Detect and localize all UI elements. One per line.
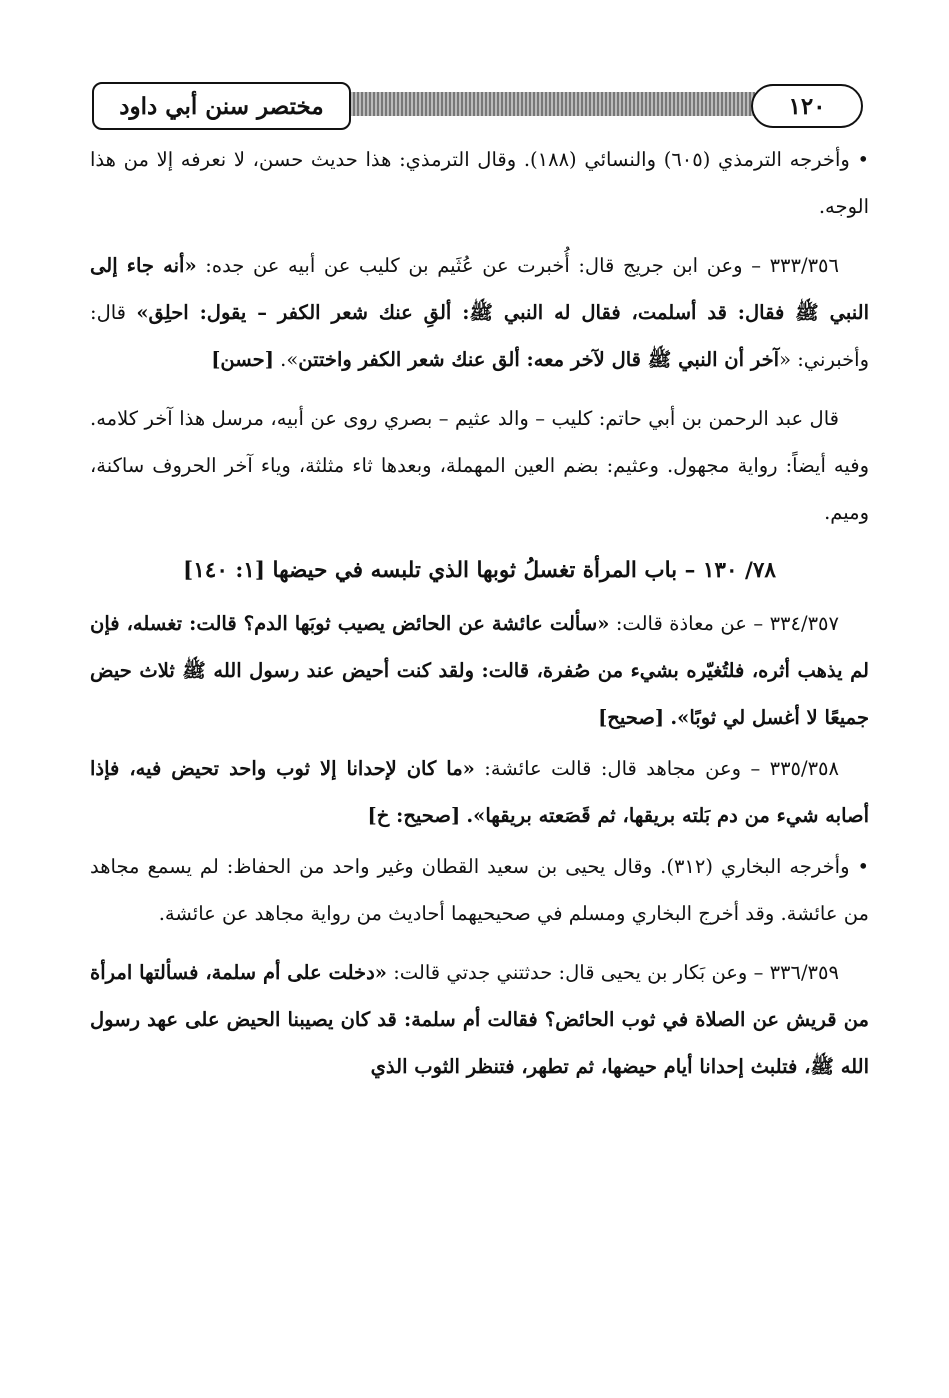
book-title: مختصر سنن أبي داود	[119, 92, 324, 120]
hadith-intro: عن معاذة قالت:	[615, 612, 747, 635]
page-number: ١٢٠	[788, 92, 826, 120]
hadith-356	[90, 242, 869, 383]
hadith-number: ٣٣٥/٣٥٨ –	[750, 757, 840, 780]
hadith-grade: [صحيح]	[598, 706, 665, 729]
hadith-intro: وعن مجاهد قال: قالت عائشة:	[484, 757, 742, 780]
hadith-358	[90, 745, 869, 839]
hadith-connector: قال: وأخبرني: «	[90, 301, 869, 371]
hadith-357	[90, 600, 869, 741]
hadith-grade: [صحيح: خ]	[367, 804, 461, 827]
hadith-number: ٣٣٤/٣٥٧ –	[753, 612, 839, 635]
hadith-text: «سألت عائشة عن الحائض يصيب ثوبَها الدم؟ قالت: تغسله، فإن لم يذهب أثره، فلتُغيّره بشيء من صُفرة، قالت: ولقد كنت أحيض عند رسول الله ﷺ ثلاث حيض جميعًا لا أغسل لي ثوبًا».	[90, 612, 869, 729]
hadith-text: «دخلت على أم سلمة، فسألتها امرأة من قريش عن الصلاة في ثوب الحائض؟ فقالت أم سلمة: قد كان يصيبنا الحيض على عهد رسول الله ﷺ، فتلبث إحدانا أيام حيضها، ثم تطهر، فتنظر الثوب الذي	[90, 961, 869, 1078]
chapter-heading	[90, 548, 869, 594]
hadith-text-2: آخر أن النبي ﷺ قال لآخر معه: ألق عنك شعر الكفر واختتن	[298, 348, 780, 371]
page-number-box	[751, 84, 863, 128]
commentary-text: قال عبد الرحمن بن أبي حاتم: كليب – والد عثيم – بصري روى عن أبيه، مرسل هذا آخر كلامه. وفيه أيضاً: رواية مجهول. وعثيم: بضم العين المهملة، وبعدها ثاء مثلثة، وياء آخر الحروف ساكنة، وميم.	[90, 407, 869, 524]
hadith-359	[90, 949, 869, 1090]
hadith-text: «أنه جاء إلى النبي ﷺ فقال: قد أسلمت، فقال له النبي ﷺ: ألقِ عنك شعر الكفر – يقول: احلِق»	[90, 254, 869, 324]
note-paragraph	[90, 136, 869, 230]
note-paragraph-358	[90, 843, 869, 937]
hadith-number: ٣٣٦/٣٥٩ –	[753, 961, 839, 984]
hadith-grade: [حسن]	[211, 348, 274, 371]
page-header	[90, 80, 865, 132]
hadith-intro: وعن ابن جريج قال: أُخبرت عن عُثَيم بن كليب عن أبيه عن جده:	[205, 254, 743, 277]
hadith-text: «ما كان لإحدانا إلا ثوب واحد تحيض فيه، فإذا أصابه شيء من دم بَلته بريقها، ثم قَصَعته بريقها».	[90, 757, 869, 827]
hadith-number: ٣٣٣/٣٥٦ –	[751, 254, 839, 277]
book-title-box	[92, 82, 351, 130]
chapter-title: ٧٨/ ١٣٠ – باب المرأة تغسلُ ثوبها الذي تلبسه في حيضها [١: ١٤٠]	[183, 558, 776, 583]
hadith-closing: ».	[280, 348, 299, 371]
page-body	[90, 136, 869, 1102]
hadith-intro: وعن بَكار بن يحيى قال: حدثتني جدتي قالت:	[393, 961, 748, 984]
header-decorative-band	[345, 92, 755, 116]
note-text: • وأخرجه الترمذي (٦٠٥) والنسائي (١٨٨). وقال الترمذي: هذا حديث حسن، لا نعرفه إلا من هذا الوجه.	[90, 148, 869, 218]
note-text: • وأخرجه البخاري (٣١٢). وقال يحيى بن سعيد القطان وغير واحد من الحفاظ: لم يسمع مجاهد من عائشة. وقد أخرج البخاري ومسلم في صحيحيهما أحاديث من رواية مجاهد عن عائشة.	[90, 855, 869, 925]
commentary-paragraph	[90, 395, 869, 536]
